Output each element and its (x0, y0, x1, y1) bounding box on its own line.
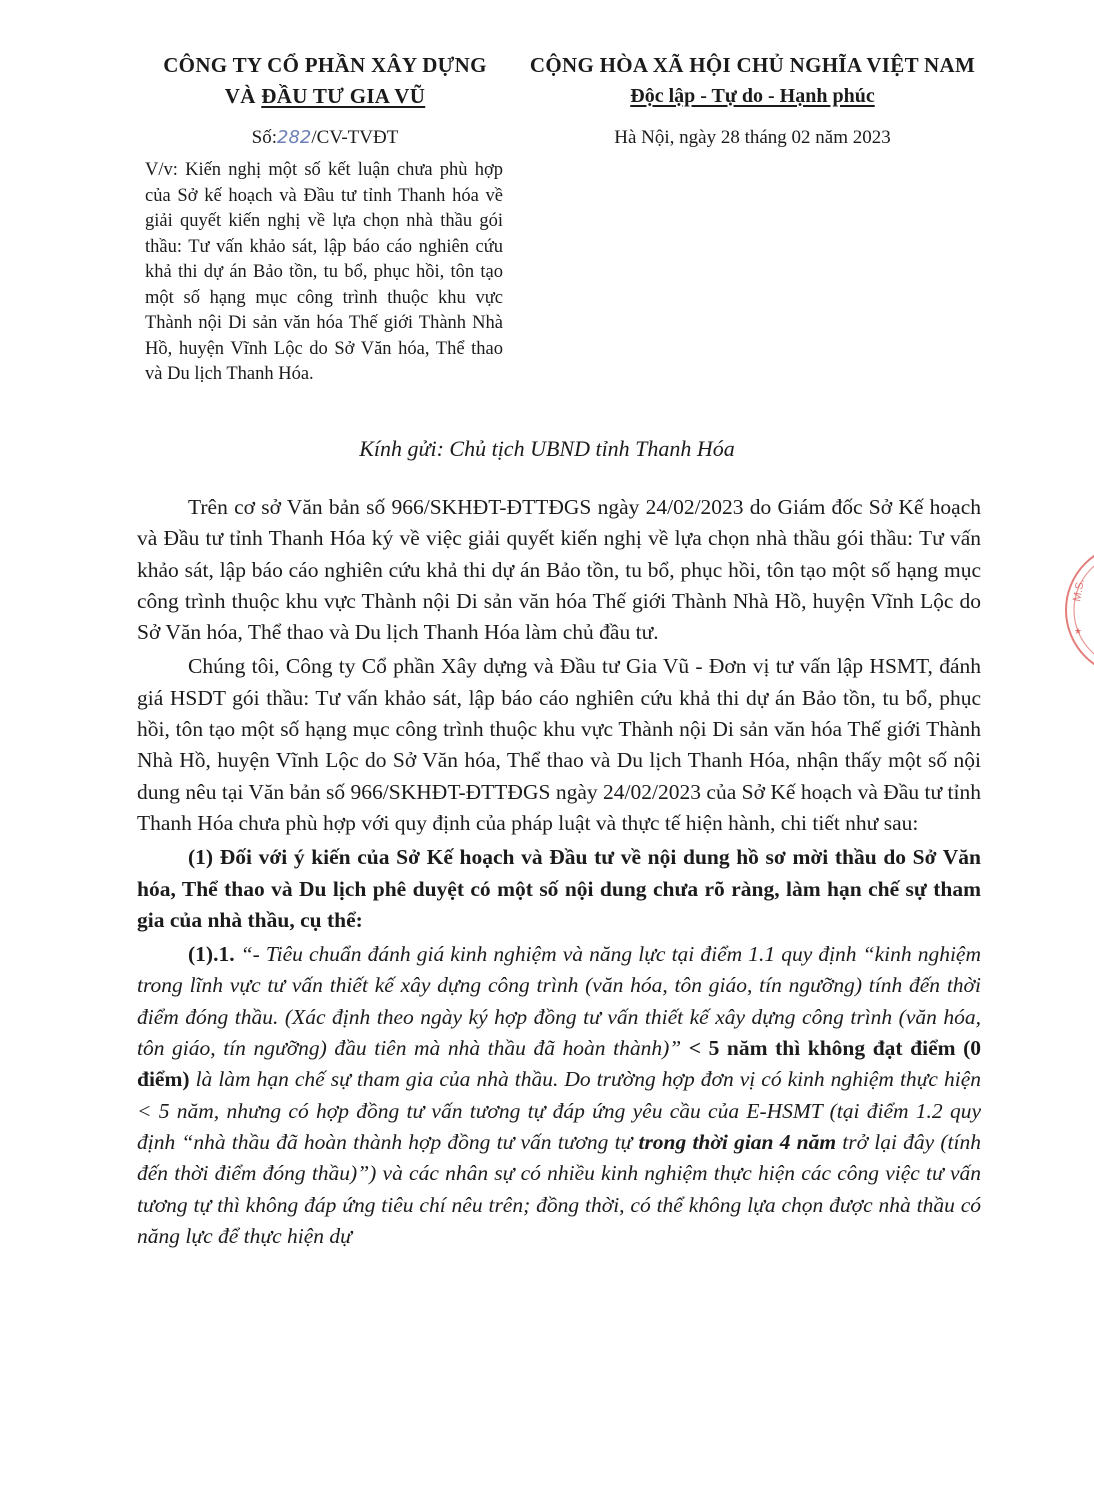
document-number-suffix: /CV-TVĐT (311, 127, 399, 148)
item-1-1 (137, 939, 981, 1252)
national-motto: Độc lập - Tự do - Hạnh phúc (630, 85, 875, 107)
item-1-1-text-b: < 5 năm thì không đạt điểm (0 điểm) (137, 1036, 981, 1092)
paragraph-2: Chúng tôi, Công ty Cổ phần Xây dựng và Đầu tư Gia Vũ - Đơn vị tư vấn lập HSMT, đánh giá HSDT gói thầu: Tư vấn khảo sát, lập báo cáo nghiên cứu khả thi dự án Bảo tồn, tu bổ, phục hồi, tôn tạo một số hạng mục công trình thuộc khu vực Thành nội Di sản văn hóa Thế giới Thành Nhà Hồ, huyện Vĩnh Lộc do Sở Văn hóa, Thể thao và Du lịch Thanh Hóa, nhận thấy một số nội dung nêu tại Văn bản số 966/SKHĐT-ĐTTĐGS ngày 24/02/2023 của Sở Kế hoạch và Đầu tư tỉnh Thanh Hóa chưa phù hợp với quy định của pháp luật và thực tế hiện hành, chi tiết như sau: (137, 654, 981, 835)
national-header (525, 50, 980, 151)
handwritten-number: 282 (277, 127, 312, 148)
national-title: CỘNG HÒA XÃ HỘI CHỦ NGHĨA VIỆT NAM (529, 53, 976, 77)
company-name-line2-underlined: ĐẦU TƯ GIA VŨ (261, 84, 426, 108)
item-1-1-text-d: trong thời gian 4 năm (638, 1129, 837, 1154)
item-1-1-text-a: “- Tiêu chuẩn đánh giá kinh nghiệm và năng lực tại điểm 1.1 quy định “kinh nghiệm trong lĩnh vực tư vấn thiết kế xây dựng công trình (văn hóa, tôn giáo, tín ngưỡng) tính đến thời điểm đóng thầu. (Xác định theo ngày ký hợp đồng tư vấn thiết kế xây dựng công trình (văn hóa, tôn giáo, tín ngưỡng) đầu tiên mà nhà thầu đã hoàn thành)” (137, 942, 981, 1061)
item-1-1-number: (1).1. (188, 942, 235, 967)
document-number-prefix: Số: (251, 127, 278, 148)
document-number (150, 125, 500, 151)
company-name-line1: CÔNG TY CỔ PHẦN XÂY DỰNG (163, 53, 487, 77)
document-body (137, 492, 981, 1252)
company-name-line2 (150, 81, 500, 112)
svg-text:★: ★ (1074, 627, 1083, 637)
paragraph-1: Trên cơ sở Văn bản số 966/SKHĐT-ĐTTĐGS ngày 24/02/2023 do Giám đốc Sở Kế hoạch và Đầu tư tỉnh Thanh Hóa ký về việc giải quyết kiến nghị về lựa chọn nhà thầu gói thầu: Tư vấn khảo sát, lập báo cáo nghiên cứu khả thi dự án Bảo tồn, tu bổ, phục hồi, tôn tạo một số hạng mục công trình thuộc khu vực Thành nội Di sản văn hóa Thế giới Thành Nhà Hồ, huyện Vĩnh Lộc do Sở Văn hóa, Thể thao và Du lịch Thanh Hóa làm chủ đầu tư. (137, 495, 981, 645)
document-subject: V/v: Kiến nghị một số kết luận chưa phù hợp của Sở kế hoạch và Đầu tư tỉnh Thanh hóa về giải quyết kiến nghị về lựa chọn nhà thầu gói thầu: Tư vấn khảo sát, lập báo cáo nghiên cứu khả thi dự án Bảo tồn, tu bổ, phục hồi, tôn tạo một số hạng mục công trình thuộc khu vực Thành nội Di sản văn hóa Thế giới Thành Nhà Hồ, huyện Vĩnh Lộc do Sở Văn hóa, Thể thao và Du lịch Thanh Hóa. (145, 160, 503, 384)
recipient-line: Kính gửi: Chủ tịch UBND tỉnh Thanh Hóa (359, 436, 735, 461)
company-name-line2-prefix: VÀ (224, 84, 262, 108)
stamp-text: M.S. (1071, 578, 1087, 603)
red-stamp-fragment (1040, 540, 1094, 680)
document-date: Hà Nội, ngày 28 tháng 02 năm 2023 (614, 127, 891, 148)
section-heading-1: (1) Đối với ý kiến của Sở Kế hoạch và Đầu tư về nội dung hồ sơ mời thầu do Sở Văn hóa, Thể thao và Du lịch phê duyệt có một số nội dung chưa rõ ràng, làm hạn chế sự tham gia của nhà thầu, cụ thể: (137, 845, 981, 932)
item-1-1-text-e: trở lại đây (tính đến thời điểm đóng thầu)”) và các nhân sự có nhiều kinh nghiệm thực hiện các công việc tư vấn tương tự thì không đáp ứng tiêu chí nêu trên; đồng thời, có thể không lựa chọn được nhà thầu có năng lực để thực hiện dự (137, 1129, 981, 1248)
item-1-1-text-c: là làm hạn chế sự tham gia của nhà thầu. Do trường hợp đơn vị có kinh nghiệm thực hiện < 5 năm, nhưng có hợp đồng tư vấn tương tự đáp ứng yêu cầu của E-HSMT (tại điểm 1.2 quy định “nhà thầu đã hoàn thành hợp đồng tư vấn tương tự (137, 1067, 981, 1154)
company-header (150, 50, 500, 151)
